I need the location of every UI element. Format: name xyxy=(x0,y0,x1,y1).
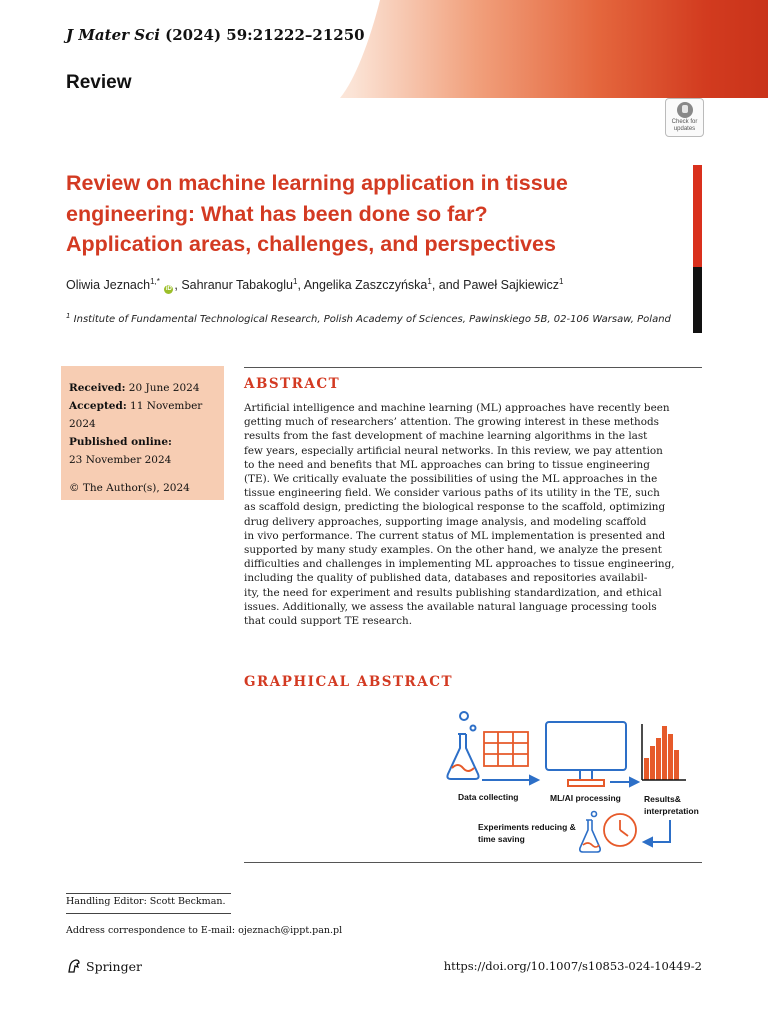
check-for-updates-badge[interactable] xyxy=(665,98,704,137)
published-date: 23 November 2024 xyxy=(69,454,172,466)
graphical-abstract-heading: GRAPHICAL ABSTRACT xyxy=(244,674,454,690)
label-results-1: Results& xyxy=(644,794,681,804)
author-name[interactable]: Sahranur Tabakoglu xyxy=(181,278,293,292)
title-accent-bar-black xyxy=(693,267,702,333)
copyright-notice: © The Author(s), 2024 xyxy=(69,482,190,494)
flask-icon xyxy=(447,712,478,779)
article-title xyxy=(66,168,626,260)
clock-icon xyxy=(604,814,636,846)
author-affiliation-mark: 1 xyxy=(427,277,432,286)
orcid-icon[interactable]: iD xyxy=(165,286,172,292)
footnote-rule xyxy=(66,913,231,914)
abstract-line: to the need and benefits that ML approaches can bring to tissue engineering xyxy=(244,458,650,471)
published-label: Published online: xyxy=(69,436,172,448)
journal-volume-pages: (2024) 59:21222–21250 xyxy=(165,26,365,44)
author-affiliation-mark: 1,* xyxy=(150,277,160,286)
abstract-line: difficulties and challenges in implementing ML approaches to tissue engineering, xyxy=(244,558,675,571)
abstract-line: results from the fast development of machine learning algorithms in the last xyxy=(244,430,648,443)
article-history-box xyxy=(61,366,224,500)
abstract-heading: ABSTRACT xyxy=(244,376,341,392)
footnote-rule xyxy=(66,893,231,894)
springer-logo xyxy=(66,958,142,974)
author-affiliation-mark: 1 xyxy=(558,277,564,286)
title-line: Application areas, challenges, and perspectives xyxy=(66,232,556,256)
journal-citation xyxy=(66,26,365,44)
springer-horse-icon xyxy=(66,958,82,974)
author-list: Oliwia Jeznach$^{1,*}$ iD , Sahranur Tabakoglu$^1$, Angelika Zaszczyńska$^1$, and Paweł Sajkiewicz$^1$ xyxy=(66,277,564,292)
arrow-icon xyxy=(610,778,638,786)
monitor-icon xyxy=(546,722,626,786)
abstract-line: in vivo performance. The current status of ML implementation is presented and xyxy=(244,529,666,542)
accepted-label: Accepted: xyxy=(69,400,127,412)
affiliation-mark: 1 xyxy=(66,312,71,320)
abstract-text xyxy=(244,401,704,628)
abstract-line: (TE). We critically evaluate the possibilities of using the ML approaches in the xyxy=(244,473,658,486)
label-experiments-2: time saving xyxy=(478,834,525,844)
abstract-line: as scaffold design, predicting the biological response to the scaffold, optimizing xyxy=(244,501,666,514)
received-label: Received: xyxy=(69,382,126,394)
journal-name: J Mater Sci xyxy=(66,26,160,44)
small-flask-icon xyxy=(580,812,600,853)
received-date: 20 June 2024 xyxy=(125,382,200,394)
title-line: engineering: What has been done so far? xyxy=(66,201,488,226)
bar-chart-icon xyxy=(642,724,686,780)
check-updates-icon xyxy=(677,102,693,118)
check-updates-text-1: Check for xyxy=(671,119,698,125)
label-ml-processing: ML/AI processing xyxy=(550,793,621,803)
accepted-row xyxy=(69,397,224,433)
abstract-line: drug delivery approaches, supporting image analysis, and modeling scaffold xyxy=(244,515,647,528)
label-data-collecting: Data collecting xyxy=(458,792,519,802)
correspondence-address: Address correspondence to E-mail: ojeznach@ippt.pan.pl xyxy=(66,925,343,936)
abstract-top-rule xyxy=(244,367,702,368)
table-icon xyxy=(484,732,528,766)
abstract-line: ity, the need for experiment and results publishing standardization, and ethical xyxy=(244,586,662,599)
section-type-label: Review xyxy=(66,72,132,93)
arrow-icon xyxy=(482,776,538,784)
accepted-date: 11 November 2024 xyxy=(69,400,203,430)
abstract-line: that could support TE research. xyxy=(244,615,413,628)
abstract-line: supported by many study examples. On the other hand, we analyze the present xyxy=(244,544,662,557)
title-line: Review on machine learning application in tissue xyxy=(66,171,568,195)
author-name[interactable]: Oliwia Jeznach xyxy=(66,278,151,292)
label-experiments-1: Experiments reducing & xyxy=(478,822,576,832)
author-name[interactable]: Angelika Zaszczyńska xyxy=(303,278,428,292)
abstract-line: issues. Additionally, we assess the available natural language processing tools xyxy=(244,600,657,613)
affiliation xyxy=(66,312,686,325)
publisher-name: Springer xyxy=(86,958,142,974)
abstract-line: including the quality of published data, databases and repositories availabil- xyxy=(244,572,648,585)
title-accent-bar-red xyxy=(693,165,702,267)
author-name[interactable]: Paweł Sajkiewicz xyxy=(463,278,559,292)
graphical-abstract-bottom-rule xyxy=(244,862,702,863)
abstract-line: getting much of researchers’ attention. The growing interest in these methods xyxy=(244,416,659,429)
published-row xyxy=(69,433,224,451)
return-arrow-icon xyxy=(644,820,670,846)
author-affiliation-mark: 1 xyxy=(292,277,298,286)
abstract-line: tissue engineering field. We consider various paths of its utility in the TE, such xyxy=(244,487,660,500)
label-results-2: interpretation xyxy=(644,806,699,816)
handling-editor-note: Handling Editor: Scott Beckman. xyxy=(66,896,226,907)
check-updates-text-2: updates xyxy=(673,126,696,132)
doi-link[interactable]: https://doi.org/10.1007/s10853-024-10449-2 xyxy=(443,959,702,973)
abstract-line: few years, especially artificial neural networks. In this review, we pay attention xyxy=(244,444,663,457)
abstract-line: Artificial intelligence and machine learning (ML) approaches have recently been xyxy=(244,402,670,414)
received-row xyxy=(69,379,224,397)
graphical-abstract-figure xyxy=(430,702,704,860)
affiliation-text: Institute of Fundamental Technological Research, Polish Academy of Sciences, Pawinskiego 5B, 02-106 Warsaw, Poland xyxy=(73,314,671,325)
